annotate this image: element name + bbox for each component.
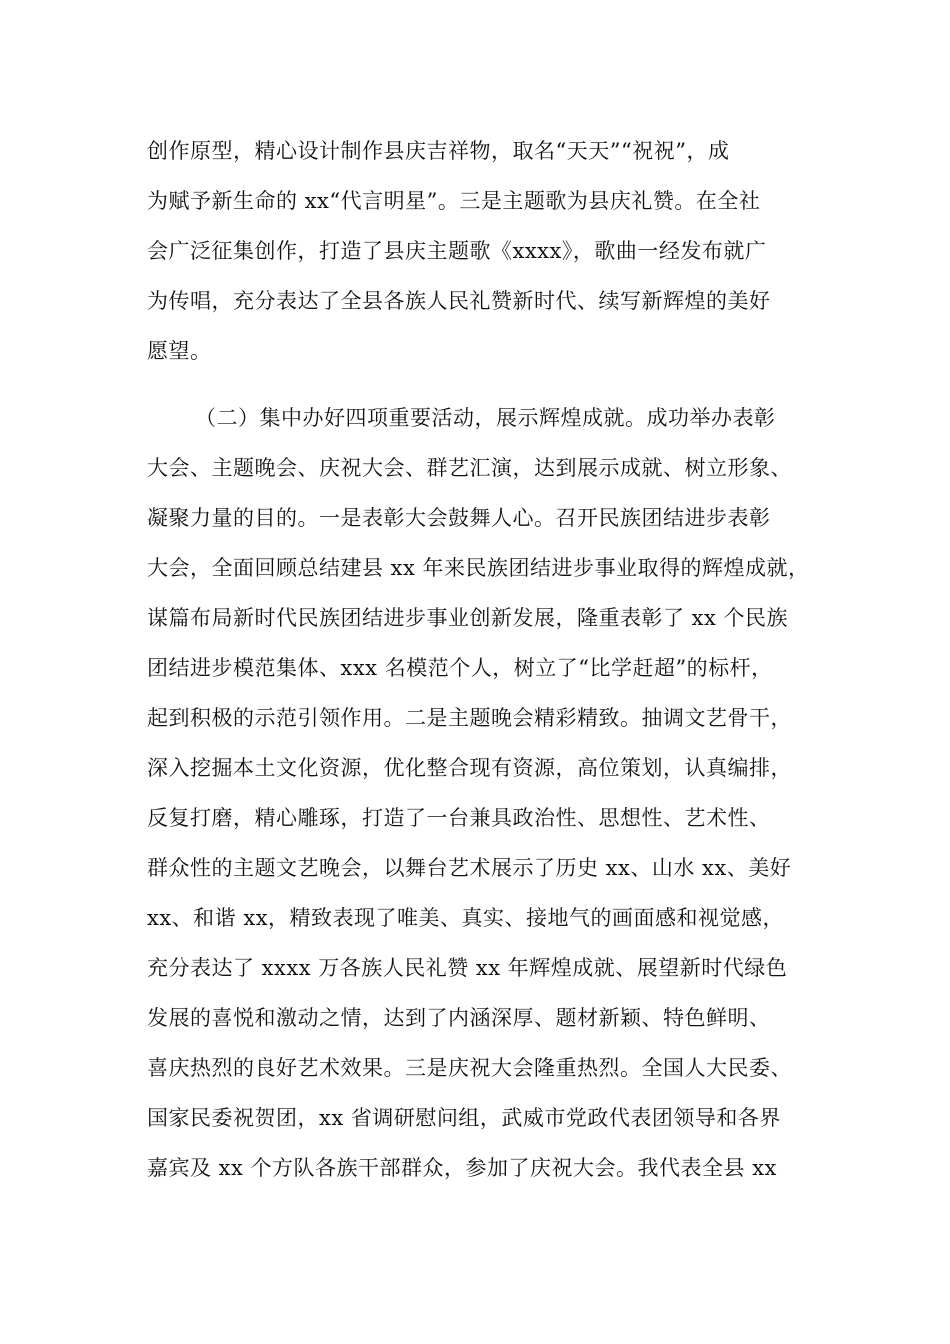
text-line: 国家民委祝贺团，xx 省调研慰问组，武威市党政代表团领导和各界 [147,1106,781,1130]
text-line: 起到积极的示范引领作用。二是主题晚会精彩精致。抽调文艺骨干， [147,706,792,730]
text-line: 为赋予新生命的 xx“代言明星”。三是主题歌为县庆礼赞。在全社 [147,189,761,213]
text-line: 深入挖掘本土文化资源，优化整合现有资源，高位策划，认真编排， [147,756,792,780]
text-line: 嘉宾及 xx 个方队各族干部群众，参加了庆祝大会。我代表全县 xx [147,1156,777,1180]
text-line: 大会，全面回顾总结建县 xx 年来民族团结进步事业取得的辉煌成就， [147,556,810,580]
text-line: 愿望。 [147,339,212,363]
text-line: 群众性的主题文艺晚会，以舞台艺术展示了历史 xx、山水 xx、美好 [147,856,792,880]
text-line: 为传唱，充分表达了全县各族人民礼赞新时代、续写新辉煌的美好 [147,289,771,313]
text-line: 发展的喜悦和激动之情，达到了内涵深厚、题材新颖、特色鲜明、 [147,1006,771,1030]
text-line: 喜庆热烈的良好艺术效果。三是庆祝大会隆重热烈。全国人大民委、 [147,1056,792,1080]
text-line: xx、和谐 xx，精致表现了唯美、真实、接地气的画面感和视觉感， [147,906,785,930]
text-line: 创作原型，精心设计制作县庆吉祥物，取名“天天”“祝祝”，成 [147,139,730,163]
text-line: 大会、主题晚会、庆祝大会、群艺汇演，达到展示成就、树立形象、 [147,456,792,480]
text-line: 团结进步模范集体、xxx 名模范个人，树立了“比学赶超”的标杆， [147,656,773,680]
section-heading-line: （二）集中办好四项重要活动，展示辉煌成就。成功举办表彰 [195,406,776,430]
text-line: 谋篇布局新时代民族团结进步事业创新发展，隆重表彰了 xx 个民族 [147,606,789,630]
text-line: 充分表达了 xxxx 万各族人民礼赞 xx 年辉煌成就、展望新时代绿色 [147,956,788,980]
text-line: 凝聚力量的目的。一是表彰大会鼓舞人心。召开民族团结进步表彰 [147,506,771,530]
text-line: 会广泛征集创作，打造了县庆主题歌《xxxx》，歌曲一经发布就广 [147,239,767,263]
text-line: 反复打磨，精心雕琢，打造了一台兼具政治性、思想性、艺术性、 [147,806,771,830]
